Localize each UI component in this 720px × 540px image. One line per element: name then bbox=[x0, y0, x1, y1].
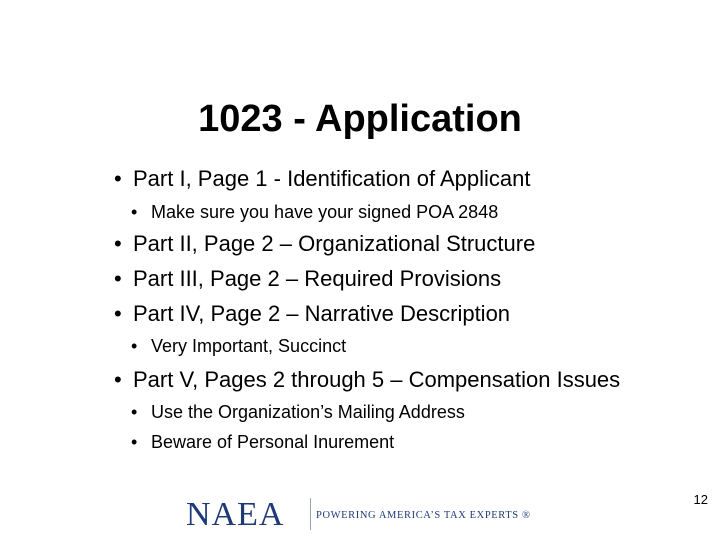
page-number: 12 bbox=[693, 492, 708, 507]
bullet-icon: • bbox=[114, 367, 122, 392]
bullet-text: Use the Organization’s Mailing Address bbox=[151, 402, 465, 422]
bullet-icon: • bbox=[114, 266, 122, 291]
bullet-text: Part IV, Page 2 – Narrative Description bbox=[133, 301, 511, 326]
bullet-text: Part I, Page 1 - Identification of Applicant bbox=[133, 166, 531, 191]
bullet-text: Part V, Pages 2 through 5 – Compensation Issues bbox=[133, 367, 621, 392]
bullet-icon: • bbox=[131, 202, 138, 222]
logo-wordmark: NAEA bbox=[186, 496, 285, 533]
bullet-icon: • bbox=[114, 301, 122, 326]
bullet-text: Part III, Page 2 – Required Provisions bbox=[133, 266, 502, 291]
logo-divider bbox=[310, 498, 311, 530]
naea-logo bbox=[186, 496, 546, 532]
bullet-text: Very Important, Succinct bbox=[151, 336, 347, 356]
bullet-icon: • bbox=[131, 402, 138, 422]
bullet-icon: • bbox=[114, 231, 122, 256]
bullet-icon: • bbox=[114, 166, 122, 191]
slide-title: 1023 - Application bbox=[198, 98, 522, 140]
bullet-text: Make sure you have your signed POA 2848 bbox=[151, 202, 499, 222]
bullet-icon: • bbox=[131, 432, 138, 452]
bullet-icon: • bbox=[131, 336, 138, 356]
bullet-text: Beware of Personal Inurement bbox=[151, 432, 395, 452]
logo-tagline: POWERING AMERICA’S TAX EXPERTS ® bbox=[316, 510, 531, 521]
bullet-text: Part II, Page 2 – Organizational Structure bbox=[133, 231, 536, 256]
